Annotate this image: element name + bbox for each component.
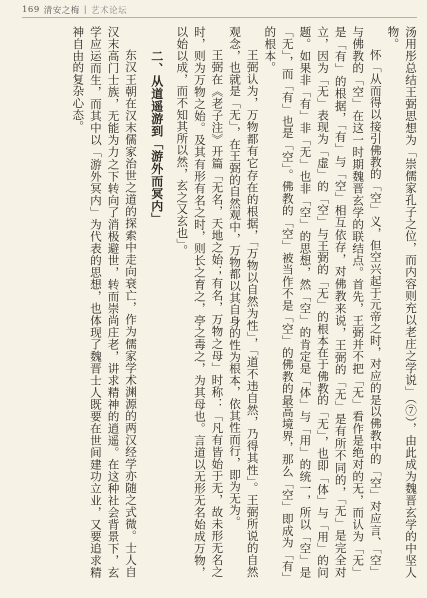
body-paragraph: 王弼在《老子注》开篇「无名，天地之始；有名，万物之母」时称：「凡有皆始于无，故未形无名之时，则为万物之始。及其有形有名之时，则长之育之，亭之毒之，为其母也。言道以无形无名始成万物，以始以成，而不知其所以然，玄之又玄也」。: [175, 26, 225, 578]
page-header: [22, 4, 127, 16]
page-number: 169: [22, 5, 40, 15]
body-paragraph: 东汉王朝在汉末儒家治世之道的探索中走向衰亡，作为儒家学术渊源的两汉经学亦随之式微。士人自汉末高门士族，无能为力之下转向了消极避世，转而崇尚庄老，讲求精神的逍遥。在这种社会背景下，玄学应运而生，而其中以「游外冥内」为代表的思想，也体现了魏晋士人既要在世间建功立业，又要追求精神自由的复杂心态。: [71, 26, 139, 578]
body-paragraph: 王弼认为，万物都有它存在的根据，「万物以自然为性」，「道不违自然，乃得其性」。王弼所说的自然观念，也就是「无」，在王弼的自然观中，万物都以其自身的性为根本，依其性而行，即为无为。: [228, 26, 260, 578]
vertical-text-body: [22, 26, 419, 578]
section-heading: 二、从道遥游到「游外而冥内」: [149, 50, 164, 225]
journal-name: 清安之梅: [43, 6, 80, 16]
header-separator: |: [83, 5, 88, 15]
journal-tagline: 艺术论坛: [91, 6, 128, 16]
body-paragraph: 汤用彤总结王弼思想为「崇儒家孔子之位，而内容则充以老庄之学说」（⑦），由此成为魏晋玄学的中坚人物。: [386, 26, 418, 578]
body-paragraph: 怀「从而得以接引佛教的「空」义，但空兴起于元帝之时，对应的是以佛教中的「空」对应言、「空」与佛教的「空」在这一时期魏晋玄学的联结点。首先，王弼并不把「无」看作是绝对的无，而认为「无」是「有」的根据，「有」与「空」相互依存，对佛教来说，王弼的「无」是有所不同的，「无」是完全对立，因为「无」表现为「虚」的「空」与王弼的「无」的根本在于佛教的「无」，也即「体」与「用」的问题。如果非「有」非「无」也非「空」的思想，然「空」的肯定是「体」与「用」的统一，所以「空」是「无」，而「有」也是「空」。佛教的「空」被当作不是「空」的佛教的最高境界，那么「空」即成为「有」的根本。: [263, 26, 383, 578]
header-rule: [22, 17, 417, 18]
